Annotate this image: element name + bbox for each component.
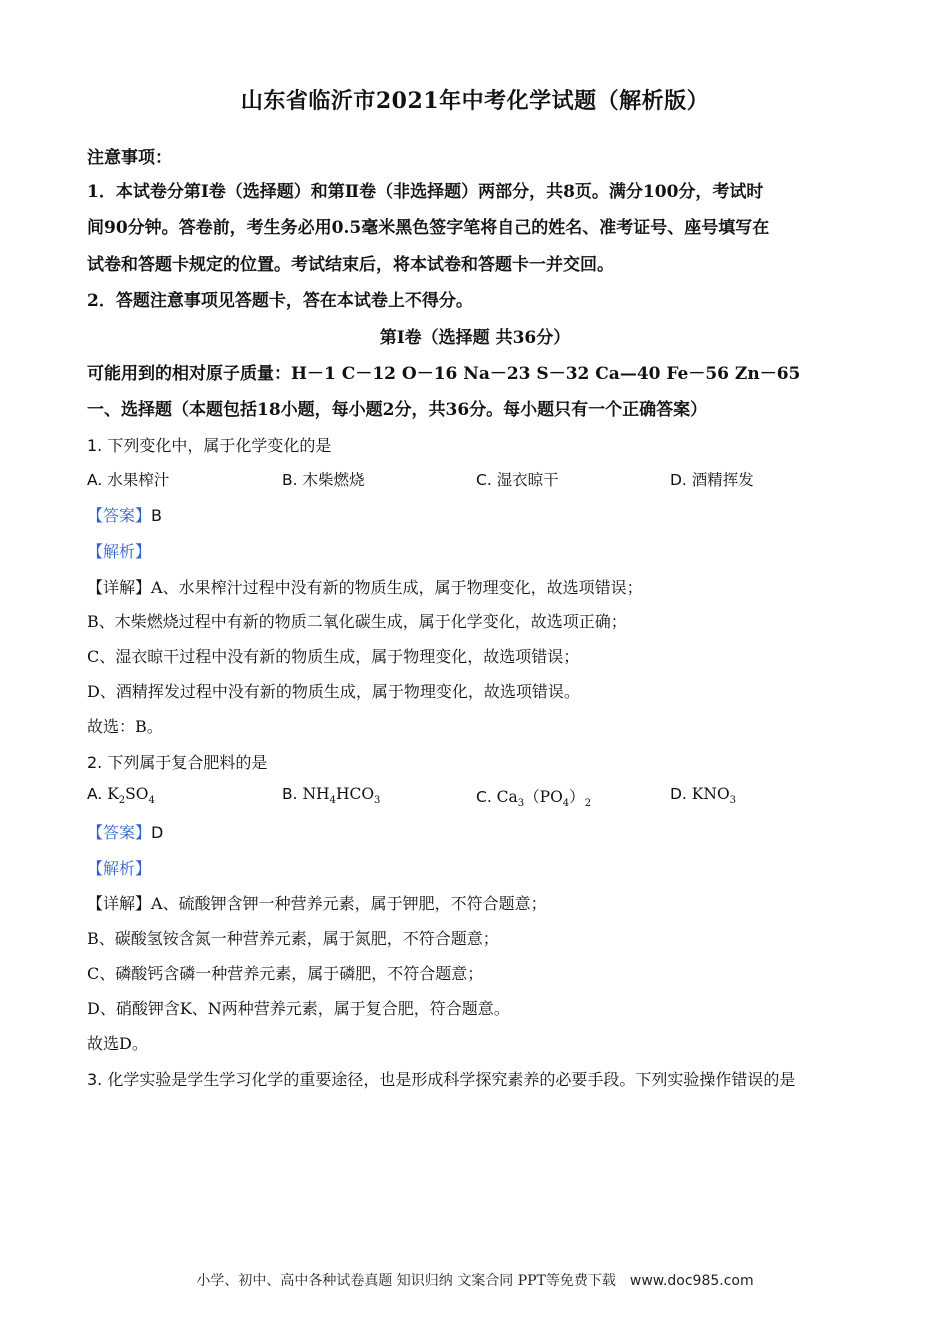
q1-answer (87, 503, 867, 526)
notice-heading: 注意事项： (87, 148, 172, 168)
formula-subscript: 2 (118, 795, 126, 807)
detail-text: A、硫酸钾含钾一种营养元素，属于钾肥，不符合题意； (151, 894, 547, 913)
question-2-stem (87, 750, 867, 773)
option-text: 木柴燃烧 (297, 471, 365, 489)
question-number: 2. (87, 753, 103, 772)
notice-line-1c: 试卷和答题卡规定的位置。考试结束后，将本试卷和答题卡一并交回。 (87, 255, 614, 275)
q1-option-c (476, 468, 559, 490)
document-title: 山东省临沂市2021年中考化学试题（解析版） (240, 88, 710, 114)
question-number: 1. (87, 436, 103, 455)
q1-option-b (282, 468, 365, 490)
q1-detail-b: B、木柴燃烧过程中有新的物质二氧化碳生成，属于化学变化，故选项正确； (87, 612, 627, 631)
q2-option-b (282, 785, 380, 806)
formula-part: HCO (335, 785, 375, 803)
question-text: 化学实验是学生学习化学的重要途径，也是形成科学探究素养的必要手段。下列实验操作错误的是 (102, 1070, 796, 1089)
q1-conclusion: 故选：B。 (87, 717, 163, 736)
detail-text: A、水果榨汁过程中没有新的物质生成，属于物理变化，故选项错误； (151, 578, 643, 597)
analysis-tag: 【解析】 (87, 859, 152, 878)
option-text: 湿衣晾干 (491, 471, 559, 489)
option-letter: A. (87, 471, 103, 489)
notice-line-2: 2．答题注意事项见答题卡，答在本试卷上不得分。 (87, 291, 473, 311)
formula-subscript: 4 (562, 798, 570, 810)
formula-part: KNO (686, 785, 730, 803)
option-letter: B. (282, 471, 298, 489)
q1-option-d (670, 468, 754, 490)
formula-subscript: 4 (148, 795, 155, 807)
answer-tag: 【答案】 (87, 506, 152, 525)
option-text: 水果榨汁 (102, 471, 170, 489)
option-letter: C. (476, 471, 492, 489)
q1-option-a (87, 468, 169, 490)
q2-answer (87, 820, 867, 843)
formula-subscript: 4 (329, 795, 336, 807)
answer-value: D (151, 823, 164, 842)
footer-url[interactable]: www.doc985.com (629, 1273, 754, 1289)
detail-tag: 【详解】 (87, 578, 152, 597)
option-letter: C. (476, 788, 492, 806)
q2-option-d (670, 785, 736, 806)
part-heading: 第Ⅰ卷（选择题 共36分） (379, 328, 571, 348)
q2-analysis-tag (87, 856, 867, 879)
q2-option-a (87, 785, 155, 806)
notice-line-1a: 1．本试卷分第Ⅰ卷（选择题）和第Ⅱ卷（非选择题）两部分，共8页。满分100分，考试时 (87, 182, 764, 202)
option-text: 酒精挥发 (686, 471, 754, 489)
formula-part: Ca (491, 788, 518, 806)
question-text: 下列变化中，属于化学变化的是 (102, 436, 332, 455)
footer-text: 小学、初中、高中各种试卷真题 知识归纳 文案合同 PPT等免费下载 (196, 1273, 616, 1289)
answer-value: B (151, 506, 162, 525)
question-text: 下列属于复合肥料的是 (102, 753, 268, 772)
formula-part: （PO (524, 788, 563, 806)
analysis-tag: 【解析】 (87, 542, 152, 561)
formula-part: ） (569, 788, 585, 806)
formula-subscript: 3 (517, 798, 525, 810)
q1-detail-a (87, 575, 867, 598)
formula-subscript: 3 (374, 795, 381, 807)
answer-tag: 【答案】 (87, 823, 152, 842)
q1-detail-c: C、湿衣晾干过程中没有新的物质生成，属于物理变化，故选项错误； (87, 647, 580, 666)
option-letter: D. (670, 785, 687, 803)
formula-part: NH (297, 785, 330, 803)
notice-line-1b: 间90分钟。答卷前，考生务必用0.5毫米黑色签字笔将自己的姓名、准考证号、座号填写在 (87, 218, 770, 238)
q1-analysis-tag (87, 539, 867, 562)
question-number: 3. (87, 1070, 103, 1089)
formula-part: K (102, 785, 119, 803)
q2-detail-d: D、硝酸钾含K、N两种营养元素，属于复合肥，符合题意。 (87, 999, 510, 1018)
q2-option-c (476, 785, 591, 809)
q1-detail-d: D、酒精挥发过程中没有新的物质生成，属于物理变化，故选项错误。 (87, 682, 580, 701)
q2-conclusion: 故选D。 (87, 1034, 148, 1053)
question-1-stem (87, 433, 867, 456)
question-3-stem (87, 1067, 867, 1090)
q2-detail-b: B、碳酸氢铵含氮一种营养元素，属于氮肥，不符合题意； (87, 929, 499, 948)
q2-detail-a (87, 891, 867, 914)
formula-subscript: 2 (584, 798, 592, 810)
page-footer (0, 1270, 950, 1290)
section-heading: 一、选择题（本题包括18小题，每小题2分，共36分。每小题只有一个正确答案） (87, 400, 708, 420)
option-letter: D. (670, 471, 687, 489)
formula-subscript: 3 (729, 795, 737, 807)
option-letter: A. (87, 785, 103, 803)
detail-tag: 【详解】 (87, 894, 152, 913)
q2-detail-c: C、磷酸钙含磷一种营养元素，属于磷肥，不符合题意； (87, 964, 484, 983)
option-letter: B. (282, 785, 298, 803)
formula-part: SO (125, 785, 149, 803)
atomic-masses: 可能用到的相对原子质量：H－1 C－12 O－16 Na－23 S－32 Ca—40 Fe－56 Zn－65 (87, 364, 801, 384)
